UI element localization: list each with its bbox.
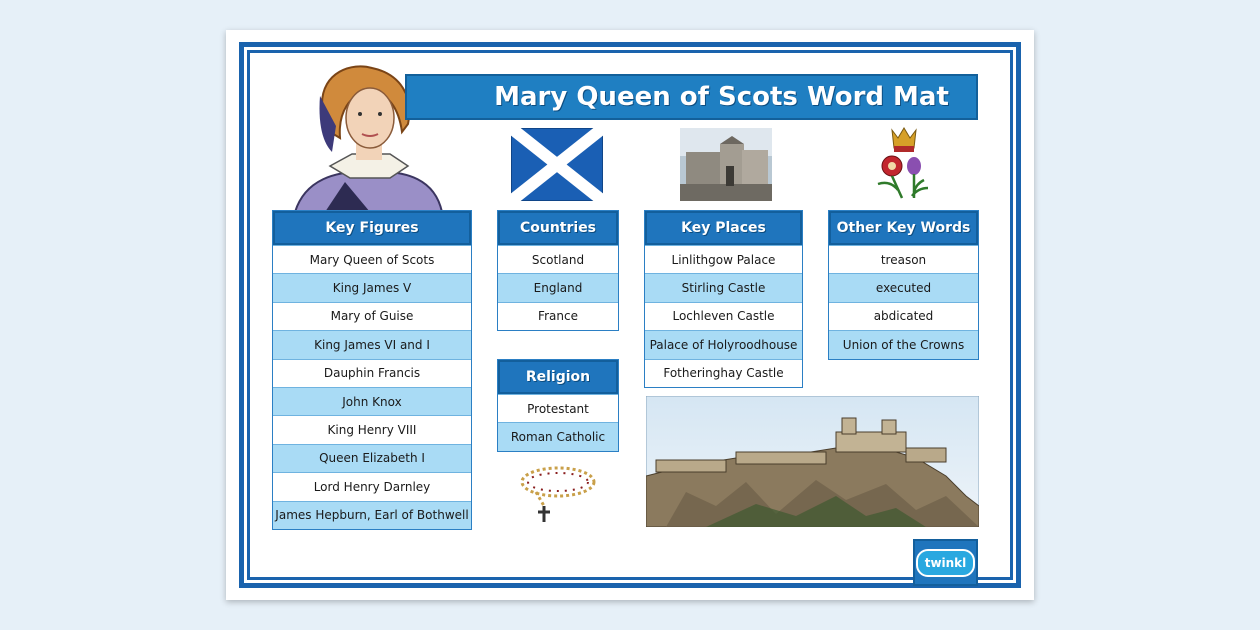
edinburgh-castle-illustration — [646, 396, 979, 527]
list-item: Lochleven Castle — [645, 302, 802, 330]
list-item: Queen Elizabeth I — [273, 444, 471, 472]
list-item: Dauphin Francis — [273, 359, 471, 387]
other-key-words-table — [828, 210, 979, 360]
list-item: Fotheringhay Castle — [645, 359, 802, 387]
list-item: England — [498, 273, 618, 301]
list-item: King Henry VIII — [273, 415, 471, 443]
list-item: King James VI and I — [273, 330, 471, 358]
scottish-flag-icon — [511, 128, 603, 201]
list-item: executed — [829, 273, 978, 301]
key-places-heading: Key Places — [645, 211, 802, 245]
key-figures-heading: Key Figures — [273, 211, 471, 245]
other-key-words-heading: Other Key Words — [829, 211, 978, 245]
list-item: Palace of Holyroodhouse — [645, 330, 802, 358]
list-item: abdicated — [829, 302, 978, 330]
list-item: treason — [829, 245, 978, 273]
rose-thistle-crown-icon — [868, 126, 940, 204]
list-item: Protestant — [498, 394, 618, 422]
countries-heading: Countries — [498, 211, 618, 245]
page-title: Mary Queen of Scots Word Mat — [494, 82, 949, 112]
list-item: Stirling Castle — [645, 273, 802, 301]
list-item: Mary of Guise — [273, 302, 471, 330]
religion-heading: Religion — [498, 360, 618, 394]
twinkl-logo — [913, 539, 978, 586]
list-item: Mary Queen of Scots — [273, 245, 471, 273]
castle-photo — [680, 128, 772, 201]
list-item: Lord Henry Darnley — [273, 472, 471, 500]
list-item: Union of the Crowns — [829, 330, 978, 358]
religion-table — [497, 359, 619, 452]
list-item: Scotland — [498, 245, 618, 273]
key-places-table — [644, 210, 803, 388]
countries-table — [497, 210, 619, 331]
title-banner — [405, 74, 978, 120]
list-item: France — [498, 302, 618, 330]
list-item: John Knox — [273, 387, 471, 415]
rosary-icon — [516, 462, 600, 526]
list-item: James Hepburn, Earl of Bothwell — [273, 501, 471, 529]
key-figures-table — [272, 210, 472, 530]
list-item: King James V — [273, 273, 471, 301]
list-item: Linlithgow Palace — [645, 245, 802, 273]
twinkl-logo-text: twinkl — [916, 549, 976, 577]
list-item: Roman Catholic — [498, 422, 618, 450]
